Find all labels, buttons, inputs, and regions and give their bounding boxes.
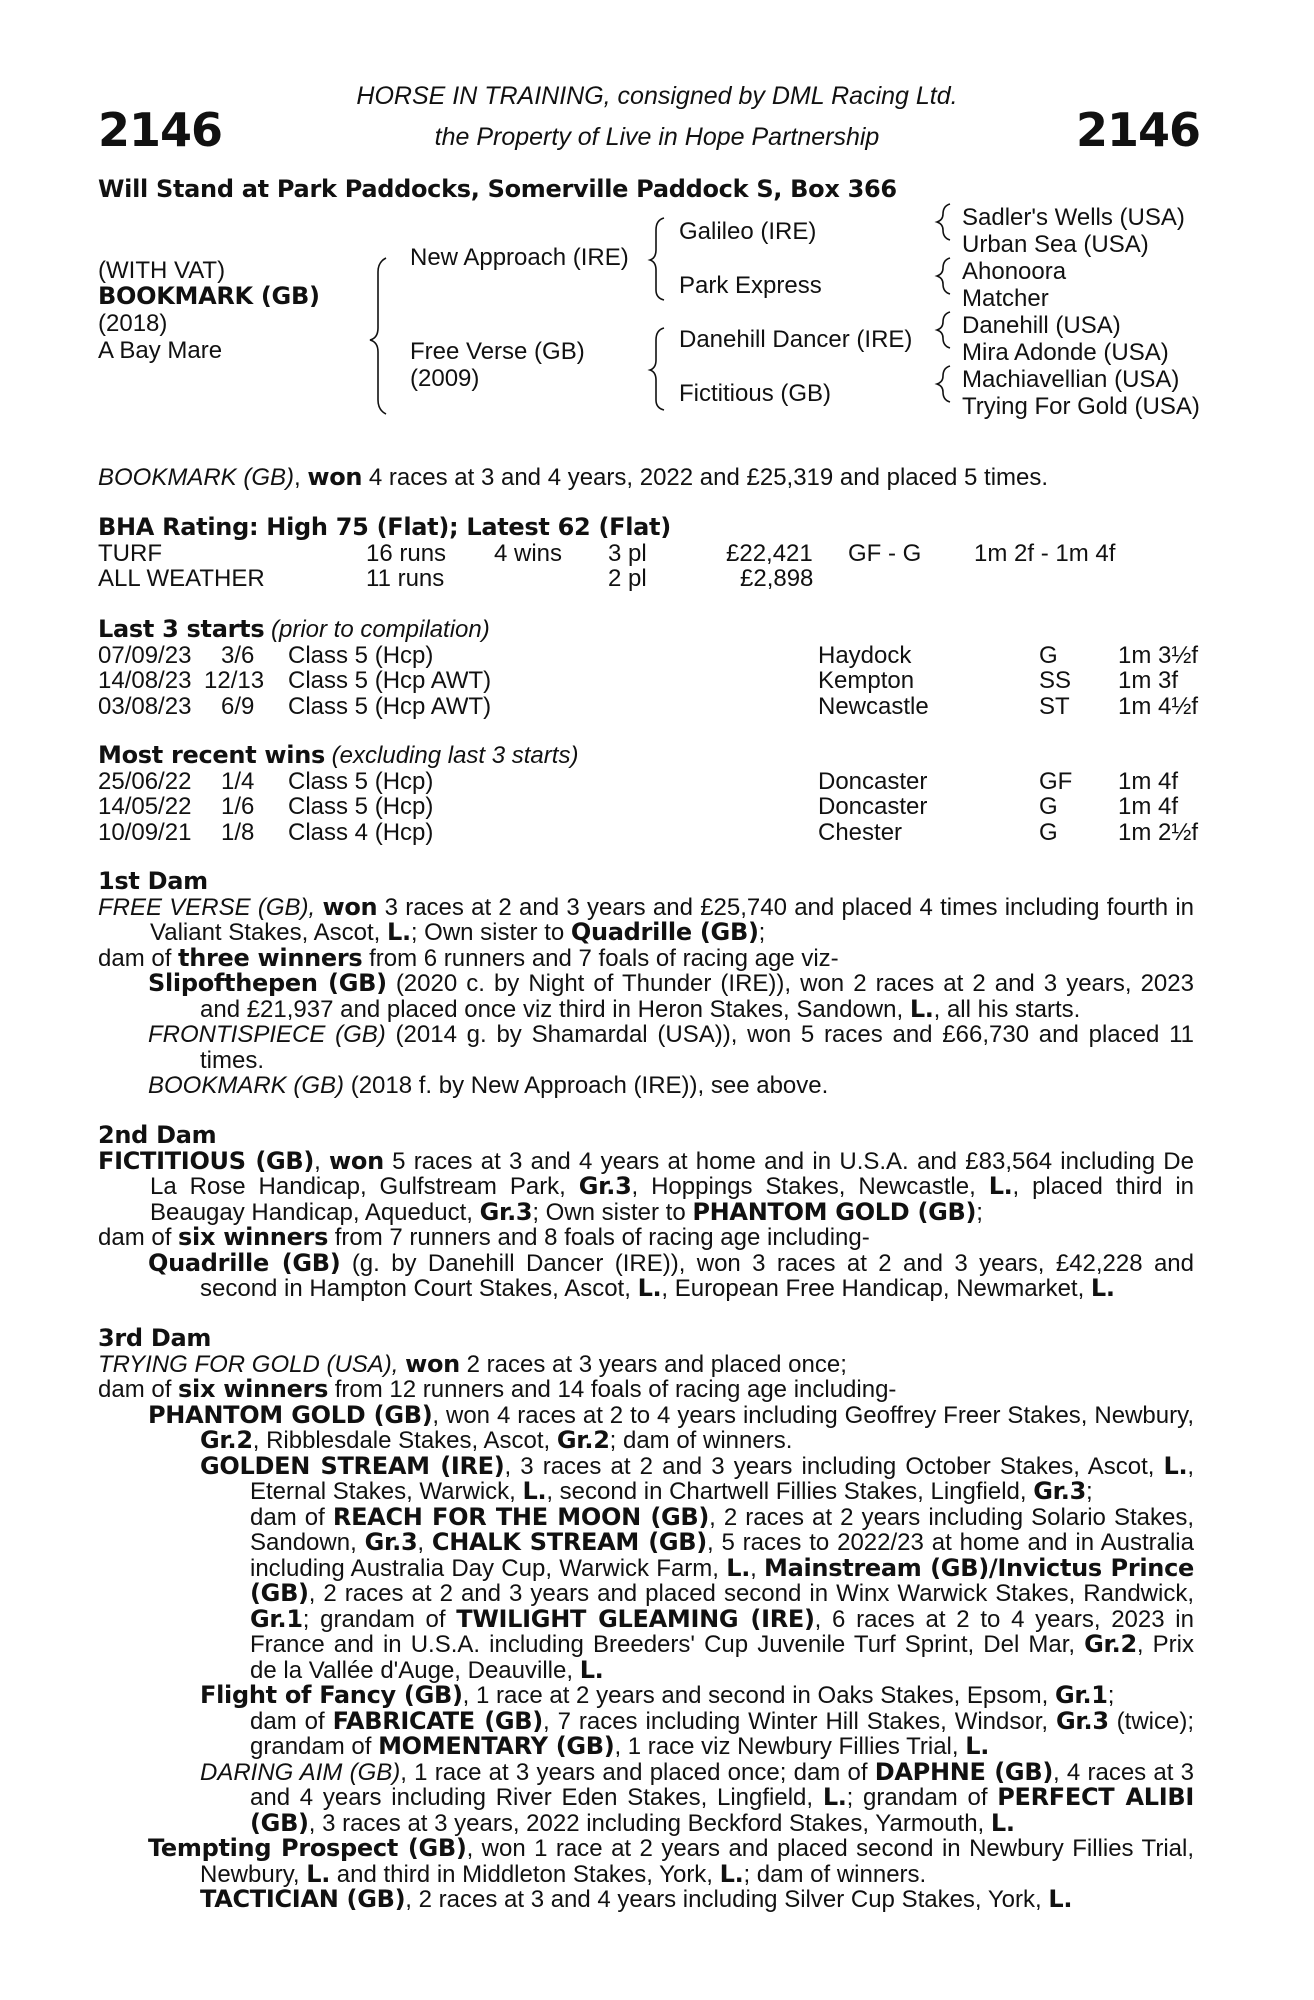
text-run: Gr.3 (364, 1528, 418, 1556)
text-run: , European Free Handicap, Newmarket, (661, 1275, 1091, 1302)
first-dam-heading: 1st Dam (98, 867, 208, 895)
text-run: TWILIGHT GLEAMING (IRE) (456, 1604, 815, 1633)
text-run: (2018 f. by New Approach (IRE)), see above. (344, 1072, 829, 1099)
table-row: 10/09/21 1/8 Class 4 (Hcp) Chester G 1m 2½f (98, 818, 1199, 846)
text-run: Flight of Fancy (GB) (200, 1681, 463, 1709)
text-run: L. (719, 1859, 744, 1888)
ped-dss: Danehill (USA) (962, 312, 1121, 339)
text-run: L. (990, 1808, 1015, 1837)
produce-tactician (148, 1887, 1194, 1913)
text-run: , second in Chartwell Fillies Stakes, Lingfield, (546, 1478, 1034, 1505)
third-dam-record (98, 1349, 1194, 1378)
lot-number-left: 2146 (98, 103, 223, 157)
text-run: , 4 races at 3 and 4 years including River Eden Stakes, Lingfield, (250, 1758, 1195, 1811)
table-row: 07/09/23 3/6 Class 5 (Hcp) Haydock G 1m 3½f (98, 641, 1199, 669)
text-run: dam of (98, 944, 179, 972)
text-run: , (750, 1554, 765, 1582)
text-run: , 3 races at 2 and 3 years including October Stakes, Ascot, (504, 1452, 1164, 1480)
golden-stream-produce (98, 1502, 1195, 1684)
second-dam-heading: 2nd Dam (98, 1121, 217, 1149)
text-run: 2 races at 3 years and placed once; (459, 1350, 847, 1378)
produce-slipofthepen (98, 971, 1194, 1022)
text-run: L. (965, 1732, 990, 1760)
text-run: FREE VERSE (GB), (98, 893, 323, 921)
text-run: dam of (250, 1707, 333, 1735)
summary-name: BOOKMARK (GB) (98, 464, 295, 491)
text-run: TACTICIAN (GB) (200, 1885, 406, 1913)
table-row: TURF 16 runs 4 wins 3 pl £22,421 GF - G 1m 2f - 1m 4f (98, 539, 1116, 567)
text-run: (g. by Danehill Dancer (IRE)), won 3 races at 2 and 3 years, £42,228 and second in Hampton Court Stakes, Ascot, (200, 1249, 1194, 1302)
text-run: , 2 races at 2 and 3 years and placed second in Winx Warwick Stakes, Randwick, (308, 1580, 1194, 1607)
text-run: three winners (178, 943, 363, 972)
text-run: won (329, 1146, 384, 1175)
ped-dsd: Mira Adonde (USA) (962, 339, 1169, 366)
produce-bookmark (98, 1073, 1194, 1099)
last-3-starts (98, 615, 1199, 720)
ped-sss: Sadler's Wells (USA) (962, 204, 1185, 231)
text-run: L. (726, 1553, 751, 1582)
text-run: dam of (98, 1376, 179, 1403)
stand-location: Will Stand at Park Paddocks, Somerville Paddock S, Box 366 (98, 175, 897, 203)
recent-title: Most recent wins (98, 741, 325, 769)
third-dam-produce (98, 1377, 1194, 1403)
text-run: L. (1048, 1885, 1073, 1913)
table-row: 25/06/22 1/4 Class 5 (Hcp) Doncaster GF 1m 4f (98, 767, 1179, 795)
text-run: ; Own sister to (532, 1198, 693, 1226)
text-run: ; dam of winners. (743, 1860, 927, 1888)
summary-won: won (307, 463, 363, 491)
text-run: Quadrille (GB) (148, 1248, 341, 1277)
produce-frontispiece (98, 1022, 1194, 1073)
text-run: L. (637, 1274, 662, 1302)
consignor-line: HORSE IN TRAINING, consigned by DML Racing Ltd. (356, 82, 958, 110)
text-run: Gr.3 (1033, 1477, 1086, 1505)
text-run: 3 races at 2 and 3 years and £25,740 and placed 4 times including fourth in Valiant Stakes, Ascot, (150, 893, 1195, 946)
ped-sds: Ahonoora (962, 258, 1067, 285)
horse-description: A Bay Mare (98, 337, 223, 364)
sire-dam: Park Express (679, 272, 822, 299)
text-run: six winners (178, 1375, 329, 1403)
text-run: L. (1090, 1274, 1115, 1302)
third-dam (98, 1326, 1194, 1913)
text-run: , won 4 races at 2 to 4 years including Geoffrey Freer Stakes, Newbury, (432, 1401, 1194, 1429)
dam-year: (2009) (410, 365, 480, 392)
text-run: DAPHNE (GB) (874, 1757, 1053, 1786)
text-run: Gr.1 (250, 1604, 303, 1633)
table-row: 03/08/23 6/9 Class 5 (Hcp AWT) Newcastle ST 1m 4½f (98, 692, 1199, 720)
text-run: ; (1085, 1478, 1093, 1505)
text-run: GOLDEN STREAM (IRE) (200, 1451, 505, 1480)
text-run: , all his starts. (933, 995, 1081, 1023)
text-run: , 6 races at 2 to 4 years, 2023 in France and in U.S.A. including Breeders' Cup Juvenile Turf Sprint, Del Mar, (250, 1605, 1194, 1658)
dam-dam: Fictitious (GB) (679, 380, 832, 407)
text-run: six winners (178, 1223, 329, 1251)
most-recent-wins (98, 741, 1199, 846)
text-run: 5 races at 3 and 4 years at home and in U.S.A. and £83,564 including De La Rose Handicap, Gulfstream Park, (150, 1147, 1194, 1200)
text-run: , 2 races at 2 years including Solario Stakes, Sandown, (250, 1503, 1195, 1556)
text-run: FRONTISPIECE (GB) (148, 1021, 386, 1048)
text-run: L. (387, 918, 411, 946)
text-run: won (322, 892, 378, 921)
text-run: PERFECT ALIBI (GB) (250, 1783, 1194, 1837)
text-run: ; dam of winners. (609, 1427, 793, 1454)
text-run: ; Own sister to (410, 919, 571, 946)
text-run: L. (988, 1172, 1013, 1200)
text-run: Gr.3 (479, 1197, 533, 1226)
produce-phantom-gold (98, 1400, 1194, 1454)
property-line: the Property of Live in Hope Partnership (434, 123, 880, 151)
text-run: Gr.3 (578, 1172, 632, 1200)
text-run: , 5 races to 2022/23 at home and in Australia including Australia Day Cup, Warwick Farm, (250, 1529, 1194, 1582)
third-dam-heading: 3rd Dam (98, 1324, 212, 1352)
ped-ddd: Trying For Gold (USA) (962, 393, 1200, 420)
last3-note: (prior to compilation) (270, 616, 490, 643)
produce-golden-stream (98, 1451, 1195, 1505)
text-run: Gr.1 (1054, 1681, 1108, 1709)
text-run: , placed third in Beaugay Handicap, Aqueduct, (150, 1173, 1195, 1226)
text-run: PHANTOM GOLD (GB) (692, 1197, 977, 1226)
text-run: Tempting Prospect (GB) (148, 1834, 467, 1862)
second-dam-record (98, 1146, 1195, 1226)
text-run: dam of (250, 1503, 333, 1531)
text-run: , 1 race at 3 years and placed once; dam of (400, 1758, 875, 1786)
second-dam-produce (98, 1225, 1194, 1251)
produce-flight-of-fancy (98, 1683, 1194, 1709)
text-run: Gr.2 (1084, 1630, 1137, 1658)
text-run: , 3 races at 3 years, 2022 including Beckford Stakes, Yarmouth, (308, 1809, 991, 1837)
text-run: ; (758, 919, 766, 946)
text-run: L. (909, 994, 934, 1023)
text-run: from 6 runners and 7 foals of racing age viz- (362, 944, 839, 972)
text-run: Mainstream (GB)/Invictus Prince (GB) (250, 1553, 1195, 1607)
text-run: from 7 runners and 8 foals of racing age including- (328, 1224, 870, 1251)
text-run: (2014 g. by Shamardal (USA)), won 5 races and £66,730 and placed 11 times. (200, 1021, 1194, 1074)
text-run: ; grandam of (302, 1605, 457, 1633)
ped-sdd: Matcher (962, 285, 1049, 312)
rating-section (98, 515, 1194, 592)
text-run: , Prix de la Vallée d'Auge, Deauville, (250, 1631, 1194, 1684)
horse-name: BOOKMARK (GB) (98, 282, 320, 310)
text-run: , won 1 race at 2 years and placed second in Newbury Fillies Trial, Newbury, (200, 1835, 1194, 1888)
text-run: ; (976, 1198, 983, 1226)
dam: Free Verse (GB) (410, 338, 585, 365)
text-run: , (314, 1147, 330, 1175)
produce-daring-aim (98, 1757, 1195, 1837)
text-run: L. (1163, 1451, 1188, 1480)
text-run: L. (306, 1859, 331, 1888)
second-dam (98, 1123, 1194, 1302)
sire: New Approach (IRE) (410, 244, 629, 271)
lot-number-right: 2146 (1076, 103, 1201, 157)
summary-text: 4 races at 3 and 4 years, 2022 and £25,319 and placed 5 times. (368, 464, 1049, 491)
flight-of-fancy-produce (98, 1706, 1195, 1760)
text-run: , Eternal Stakes, Warwick, (250, 1452, 1195, 1505)
text-run: FICTITIOUS (GB) (98, 1146, 315, 1175)
sire-sire: Galileo (IRE) (679, 218, 817, 245)
text-run: won (405, 1349, 460, 1378)
dam-sire: Danehill Dancer (IRE) (679, 326, 913, 353)
text-run: Gr.3 (1056, 1706, 1109, 1735)
text-run: DARING AIM (GB) (200, 1758, 401, 1786)
text-run: dam of (98, 1224, 179, 1251)
ped-ssd: Urban Sea (USA) (962, 231, 1149, 258)
race-summary: BOOKMARK (GB), won 4 races at 3 and 4 years, 2022 and £25,319 and placed 5 times. (98, 463, 1049, 491)
ped-dds: Machiavellian (USA) (962, 366, 1180, 393)
text-run: , (417, 1529, 432, 1556)
text-run: PHANTOM GOLD (GB) (148, 1400, 433, 1429)
produce-tempting-prospect (98, 1836, 1194, 1887)
table-row: 14/08/23 12/13 Class 5 (Hcp AWT) Kempton SS 1m 3f (98, 667, 1179, 694)
text-run: FABRICATE (GB) (332, 1706, 543, 1735)
produce-quadrille (98, 1248, 1194, 1302)
text-run: , Ribblesdale Stakes, Ascot, (252, 1427, 557, 1454)
text-run: Quadrille (GB) (570, 918, 759, 946)
horse-year: (2018) (98, 310, 168, 337)
text-run: , 2 races at 3 and 4 years including Silver Cup Stakes, York, (405, 1886, 1049, 1913)
text-run: L. (522, 1477, 547, 1505)
text-run: , 1 race viz Newbury Fillies Trial, (614, 1733, 966, 1760)
text-run: Gr.2 (556, 1426, 610, 1454)
text-run: BOOKMARK (GB) (148, 1072, 345, 1099)
text-run: Slipofthepen (GB) (148, 969, 387, 997)
vat-note: (WITH VAT) (98, 257, 226, 284)
recent-note: (excluding last 3 starts) (331, 742, 579, 769)
text-run: from 12 runners and 14 foals of racing age including- (328, 1376, 897, 1403)
last3-title: Last 3 starts (98, 615, 265, 643)
text-run: L. (579, 1655, 604, 1684)
text-run: CHALK STREAM (GB) (431, 1528, 707, 1556)
text-run: and third in Middleton Stakes, York, (330, 1860, 720, 1888)
table-row: 14/05/22 1/6 Class 5 (Hcp) Doncaster G 1m 4f (98, 793, 1179, 820)
text-run: , 7 races including Winter Hill Stakes, Windsor, (542, 1707, 1056, 1735)
first-dam (98, 869, 1194, 1099)
text-run: Gr.2 (200, 1426, 253, 1454)
text-run: , Hoppings Stakes, Newcastle, (631, 1173, 989, 1200)
text-run: REACH FOR THE MOON (GB) (332, 1502, 710, 1531)
first-dam-produce (98, 943, 1194, 972)
text-run: L. (822, 1783, 847, 1811)
text-run: MOMENTARY (GB) (378, 1732, 615, 1760)
text-run: TRYING FOR GOLD (USA), (98, 1350, 406, 1378)
rating-title: BHA Rating: High 75 (Flat); Latest 62 (Flat) (98, 513, 671, 541)
text-run: ; grandam of (846, 1784, 998, 1811)
text-run: (2020 c. by Night of Thunder (IRE)), won 2 races at 2 and 3 years, 2023 and £21,937 and placed once viz third in Heron Stakes, Sandown, (200, 970, 1194, 1023)
text-run: , 1 race at 2 years and second in Oaks Stakes, Epsom, (462, 1682, 1055, 1709)
table-row: ALL WEATHER 11 runs 2 pl £2,898 (98, 565, 814, 592)
first-dam-record (98, 892, 1195, 946)
text-run: ; (1107, 1682, 1115, 1709)
text-run: (twice); grandam of (250, 1707, 1195, 1760)
